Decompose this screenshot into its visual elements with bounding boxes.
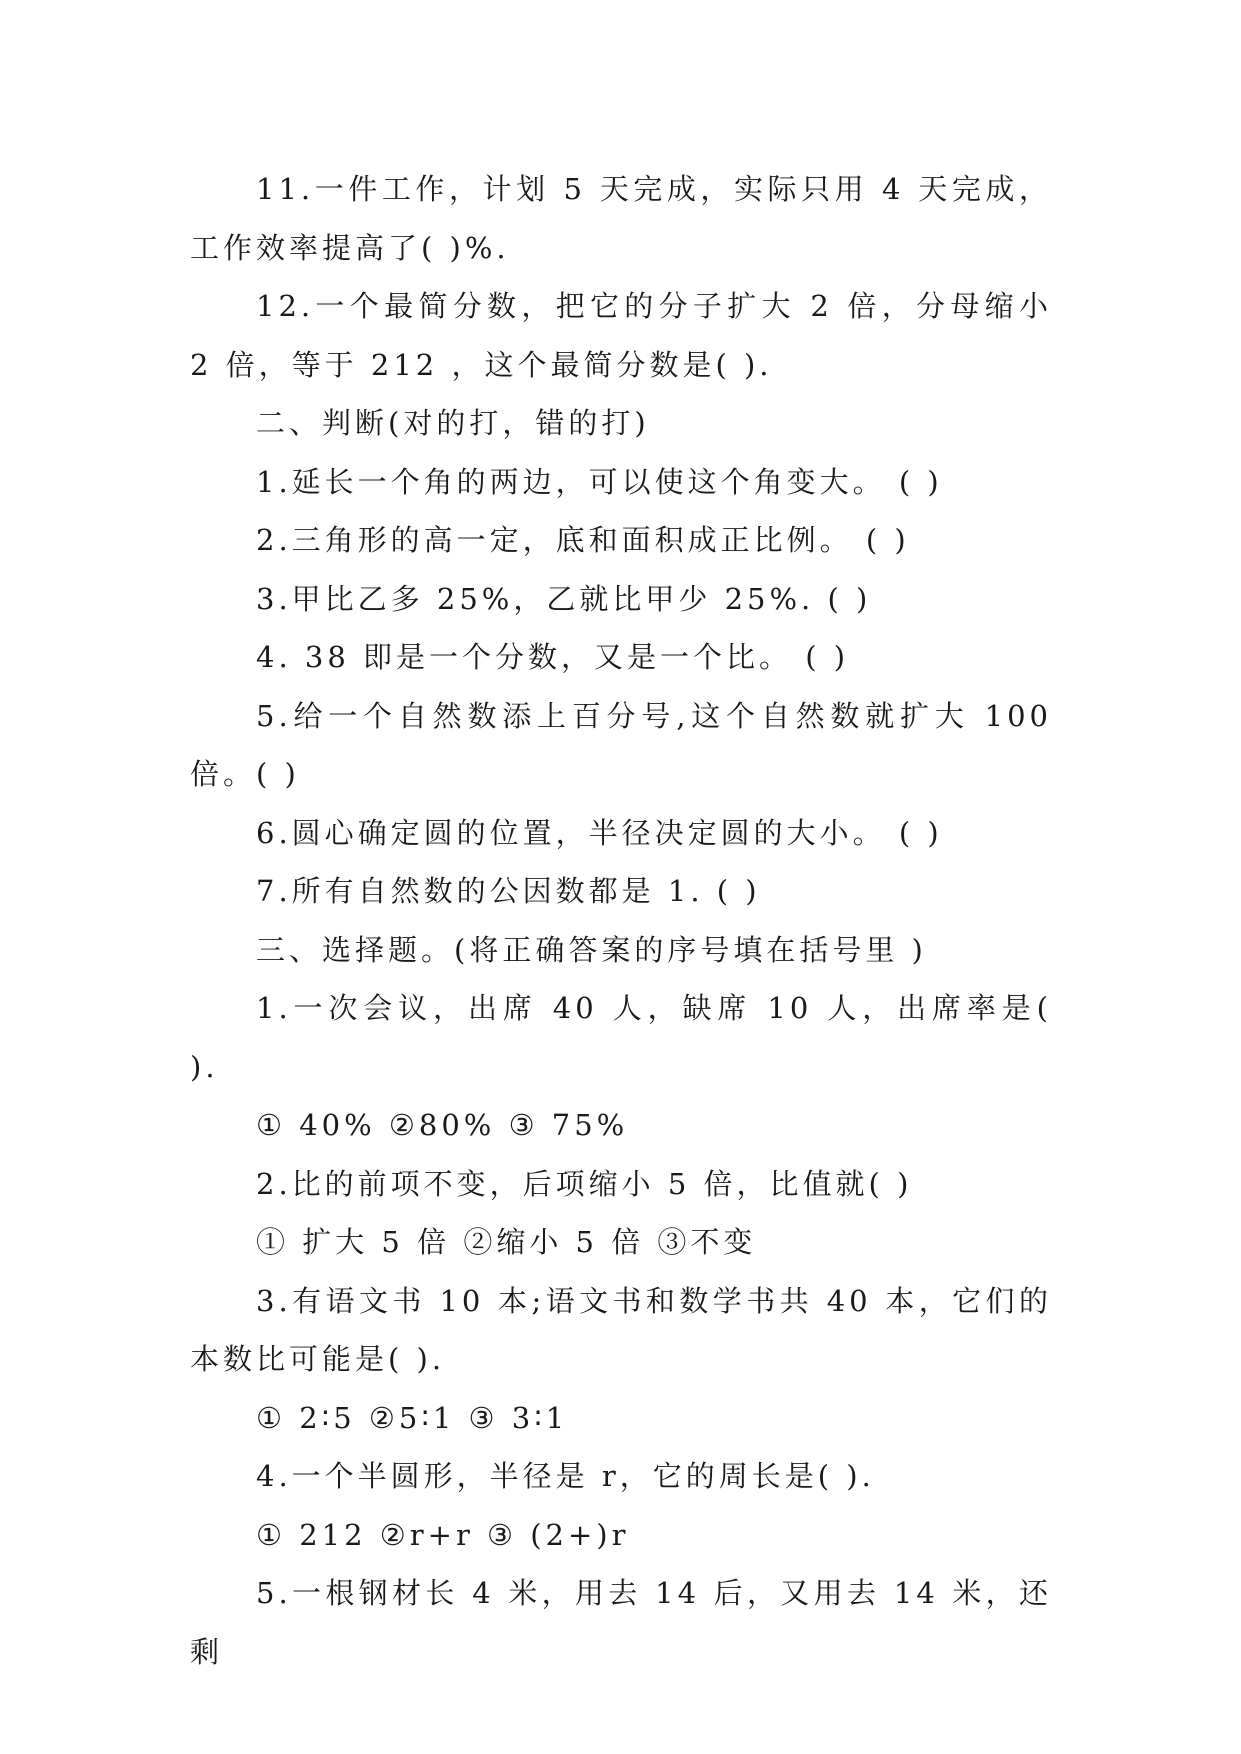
judgment-item-7: 7.所有自然数的公因数都是 1. ( ) (256, 874, 761, 908)
choice-question-4: 4.一个半圆形，半径是 r，它的周长是( ). (256, 1459, 875, 1493)
choice-question-2: 2.比的前项不变，后项缩小 5 倍，比值就( ) (256, 1166, 913, 1201)
question-11: 11.一件工作，计划 5 天完成，实际只用 4 天完成，工作效率提高了( )%. (190, 172, 1052, 265)
document-body (190, 160, 1052, 1681)
judgment-item-1: 1.延长一个角的两边，可以使这个角变大。 ( ) (256, 464, 943, 499)
judgment-item-3: 3.甲比乙多 25%，乙就比甲少 25%. ( ) (256, 581, 872, 616)
choice-question-1: 1.一次会议，出席 40 人，缺席 10 人，出席率是( ). (190, 991, 1052, 1084)
judgment-item-2: 2.三角形的高一定，底和面积成正比例。 ( ) (256, 523, 910, 557)
judgment-item-4: 4. 38 即是一个分数，又是一个比。 ( ) (256, 640, 850, 674)
section-heading-choice: 三、选择题。(将正确答案的序号填在括号里 ) (256, 932, 927, 967)
section-heading-judgment: 二、判断(对的打，错的打) (256, 406, 650, 440)
choice-question-5: 5.一根钢材长 4 米，用去 14 后，又用去 14 米，还剩 (190, 1576, 1052, 1669)
choice-question-3: 3.有语文书 10 本;语文书和数学书共 40 本，它们的本数比可能是( ). (190, 1283, 1052, 1376)
question-12: 12.一个最简分数，把它的分子扩大 2 倍，分母缩小 2 倍，等于 212 ，这个最简分数是( ). (190, 289, 1052, 382)
judgment-item-6: 6.圆心确定圆的位置，半径决定圆的大小。 ( ) (256, 815, 943, 850)
choice-options-2: ① 扩大 5 倍 ②缩小 5 倍 ③不变 (256, 1225, 757, 1259)
choice-options-4: ① 212 ②r+r ③ (2+)r (256, 1517, 630, 1552)
choice-options-3: ① 2∶5 ②5∶1 ③ 3∶1 (256, 1400, 569, 1435)
choice-options-1: ① 40% ②80% ③ 75% (256, 1108, 629, 1142)
judgment-item-5: 5.给一个自然数添上百分号,这个自然数就扩大 100 倍。( ) (190, 698, 1052, 791)
